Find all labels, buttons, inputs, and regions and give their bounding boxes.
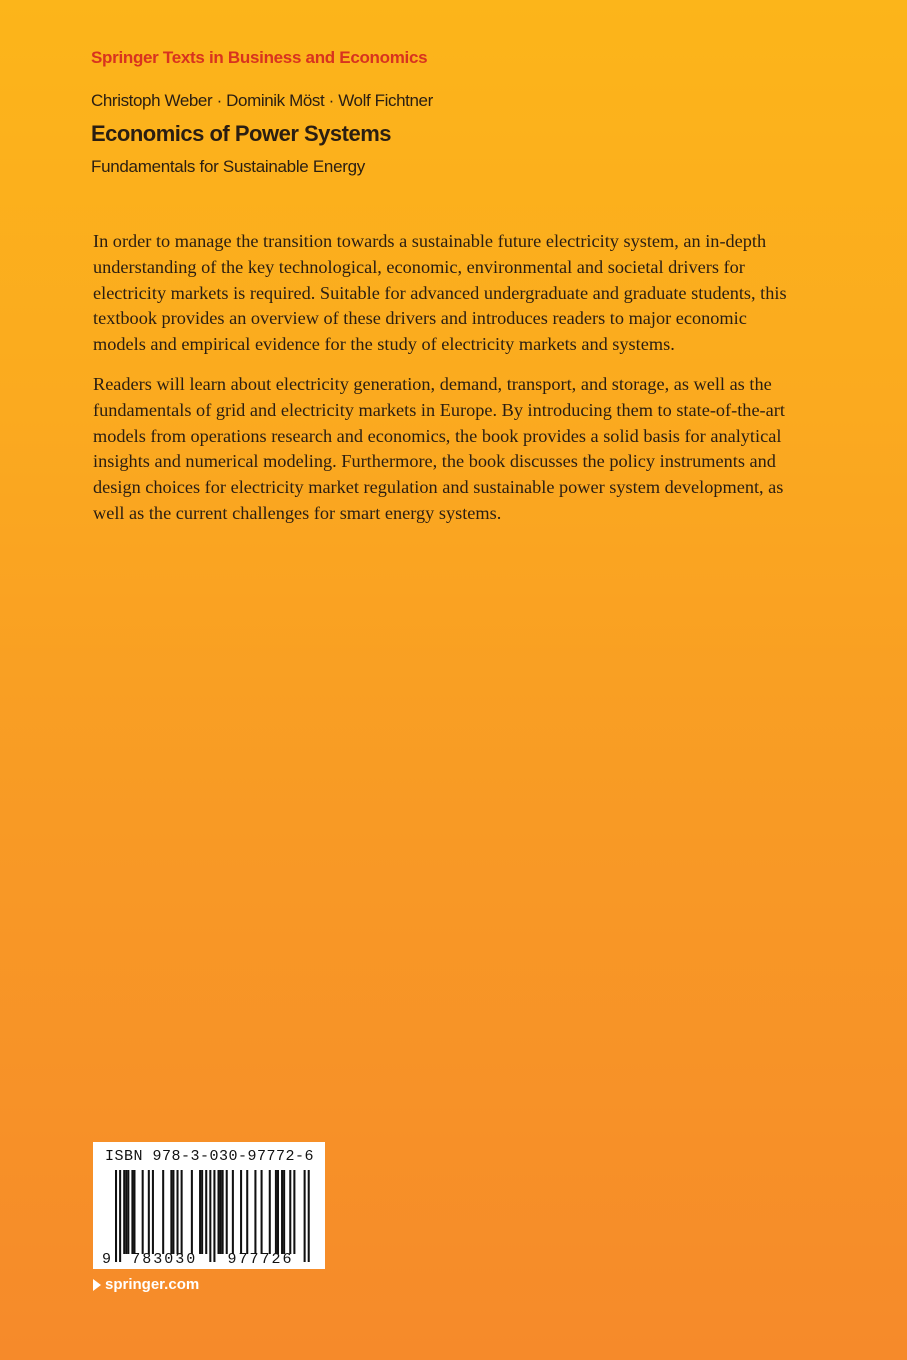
barcode-bar bbox=[275, 1170, 277, 1254]
barcode-bar bbox=[191, 1170, 193, 1254]
isbn-label: ISBN 978-3-030-97772-6 bbox=[105, 1148, 315, 1165]
barcode-bar bbox=[220, 1170, 222, 1254]
barcode-bar bbox=[170, 1170, 172, 1254]
barcode-bar bbox=[152, 1170, 154, 1254]
barcode-bar bbox=[218, 1170, 220, 1254]
author-list: Christoph Weber · Dominik Möst · Wolf Fichtner bbox=[91, 91, 433, 110]
barcode-bar bbox=[199, 1170, 201, 1254]
series-name: Springer Texts in Business and Economics bbox=[91, 48, 428, 67]
barcode-bar bbox=[240, 1170, 242, 1254]
barcode-bar bbox=[133, 1170, 135, 1254]
barcode-bar bbox=[213, 1170, 215, 1262]
springer-link[interactable] bbox=[93, 1276, 199, 1293]
barcode-bar bbox=[201, 1170, 203, 1254]
barcode-bar bbox=[123, 1170, 125, 1254]
barcode-bar bbox=[261, 1170, 263, 1254]
barcode-bar bbox=[269, 1170, 271, 1254]
barcode-bar bbox=[308, 1170, 310, 1262]
blurb-paragraph: Readers will learn about electricity generation, demand, transport, and storage, as well as the fundamentals of grid and electricity markets in Europe. By introducing them to state-of-the-art models from operations research and economics, the book provides a solid basis for analytical insights and numerical modeling. Furthermore, the book discusses the policy instruments and design choices for electricity market regulation and sustainable power system development, as well as the current challenges for smart energy systems. bbox=[93, 373, 785, 523]
barcode-bar bbox=[148, 1170, 150, 1254]
barcode-bar bbox=[181, 1170, 183, 1254]
barcode-digits: 9 bbox=[102, 1251, 114, 1268]
barcode-bar bbox=[162, 1170, 164, 1254]
book-subtitle: Fundamentals for Sustainable Energy bbox=[91, 157, 365, 176]
barcode-digits: 977726 bbox=[227, 1251, 294, 1268]
barcode-bar bbox=[226, 1170, 228, 1254]
springer-link-text[interactable]: springer.com bbox=[105, 1276, 200, 1293]
barcode-bar bbox=[172, 1170, 174, 1254]
barcode-bar bbox=[177, 1170, 179, 1254]
barcode-bar bbox=[254, 1170, 256, 1254]
book-title: Economics of Power Systems bbox=[91, 121, 391, 146]
triangle-arrow-icon bbox=[93, 1279, 101, 1291]
blurb-paragraph: In order to manage the transition towards a sustainable future electricity system, an in-depth understanding of the key technological, economic, environmental and societal drivers for electricity markets is required. Suitable for advanced undergraduate and graduate students, this textbook provides an overview of these drivers and introduces readers to major economic models and empirical evidence for the study of electricity markets and systems. bbox=[93, 231, 787, 355]
isbn-barcode bbox=[93, 1142, 325, 1269]
blurb bbox=[93, 229, 791, 541]
barcode-bar bbox=[222, 1170, 224, 1254]
barcode-bar bbox=[119, 1170, 121, 1262]
barcode-bar bbox=[209, 1170, 211, 1262]
barcode-digits: 783030 bbox=[131, 1251, 198, 1268]
barcode-bar bbox=[246, 1170, 248, 1254]
barcode-bar bbox=[232, 1170, 234, 1254]
barcode-bar bbox=[293, 1170, 295, 1254]
barcode-bar bbox=[142, 1170, 144, 1254]
barcode-bar bbox=[131, 1170, 133, 1254]
barcode-bar bbox=[277, 1170, 279, 1254]
barcode-bar bbox=[127, 1170, 129, 1254]
barcode-bar bbox=[115, 1170, 117, 1262]
barcode-bar bbox=[281, 1170, 283, 1254]
barcode-bar bbox=[125, 1170, 127, 1254]
barcode-bar bbox=[283, 1170, 285, 1254]
barcode-bar bbox=[289, 1170, 291, 1254]
barcode-bar bbox=[304, 1170, 306, 1262]
barcode-bar bbox=[205, 1170, 207, 1254]
